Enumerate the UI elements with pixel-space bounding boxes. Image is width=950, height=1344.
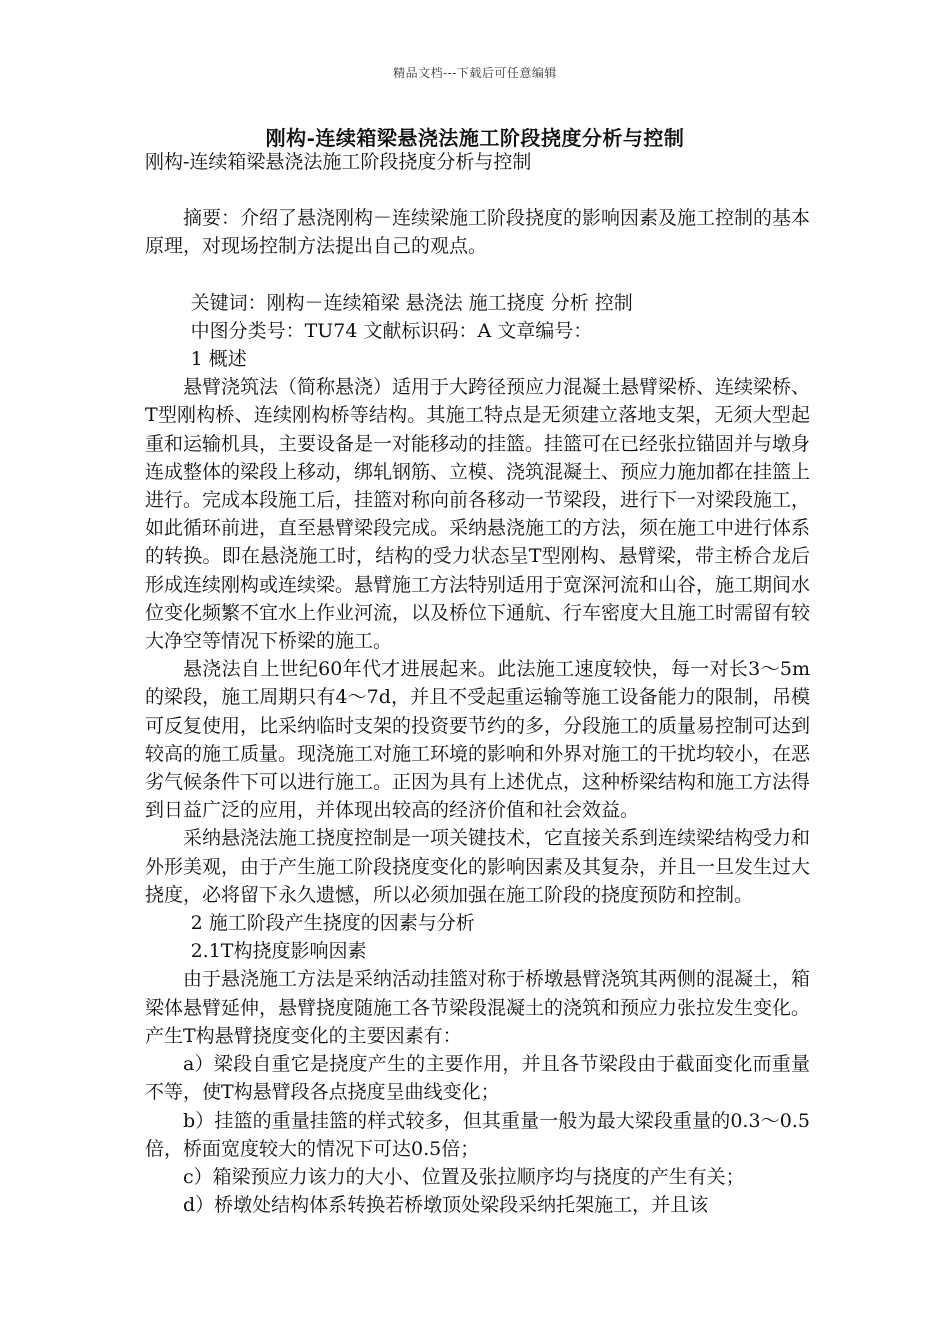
section-2-heading: 2 施工阶段产生挠度的因素与分析 <box>190 912 475 935</box>
list-item-c: c）箱梁预应力该力的大小、位置及张拉顺序均与挠度的产生有关； <box>183 1165 745 1188</box>
spacer <box>145 176 810 204</box>
section-2-1-paragraph: 由于悬浇施工方法是采纳活动挂篮对称于桥墩悬臂浇筑其两侧的混凝土，箱梁体悬臂延伸，悬臂挠度随施工各节梁段混凝土的浇筑和预应力张拉发生变化。产生T构悬臂挠度变化的主要因素有： <box>145 968 811 1047</box>
section-1-heading: 1 概述 <box>190 348 247 371</box>
document-title: 刚构-连续箱梁悬浇法施工阶段挠度分析与控制 <box>265 126 685 150</box>
section-1-paragraph-1: 悬臂浇筑法（简称悬浇）适用于大跨径预应力混凝土悬臂梁桥、连续梁桥、T型刚构桥、连续刚构桥等结构。其施工特点是无须建立落地支架，无须大型起重和运输机具，主要设备是一对能移动的挂篮。挂篮可在已经张拉锚固并与墩身连成整体的梁段上移动，绑轧钢筋、立模、浇筑混凝土、预应力施加都在挂篮上进行。完成本段施工后，挂篮对称向前各移动一节梁段，进行下一对梁段施工，如此循环前进，直至悬臂梁段完成。采纳悬浇施工的方法，须在施工中进行体系的转换。即在悬浇施工时，结构的受力状态呈T型刚构、悬臂梁，带主桥合龙后形成连续刚构或连续梁。悬臂施工方法特别适用于宽深河流和山谷，施工期间水位变化频繁不宜水上作业河流，以及桥位下通航、行车密度大且施工时需留有较大净空等情况下桥梁的施工。 <box>145 376 811 653</box>
spacer <box>145 261 810 289</box>
list-item-a: a）梁段自重它是挠度产生的主要作用，并且各节梁段由于截面变化而重量不等，使T构悬臂段各点挠度呈曲线变化； <box>145 1053 810 1104</box>
abstract-paragraph: 摘要：介绍了悬浇刚构－连续梁施工阶段挠度的影响因素及施工控制的基本原理，对现场控制方法提出自己的观点。 <box>145 207 811 258</box>
classification-line: 中图分类号：TU74 文献标识码：A 文章编号： <box>190 319 593 342</box>
section-2-1-heading: 2.1T构挠度影响因素 <box>190 940 367 963</box>
section-1-paragraph-2: 悬浇法自上世纪60年代才进展起来。此法施工速度较快，每一对长3～5m的梁段，施工周期只有4～7d，并且不受起重运输等施工设备能力的限制，吊模可反复使用，比采纳临时支架的投资要节约的多，分段施工的质量易控制可达到较高的施工质量。现浇施工对施工环境的影响和外界对施工的干扰均较小，在恶劣气候条件下可以进行施工。正因为具有上述优点，这种桥梁结构和施工方法得到日益广泛的应用，并体现出较高的经济价值和社会效益。 <box>145 658 811 822</box>
list-item-b: b）挂篮的重量挂篮的样式较多，但其重量一般为最大梁段重量的0.3～0.5倍，桥面宽度较大的情况下可达0.5倍； <box>145 1109 810 1160</box>
document-subtitle: 刚构-连续箱梁悬浇法施工阶段挠度分析与控制 <box>145 151 532 173</box>
document-body <box>145 148 810 1219</box>
list-item-d: d）桥墩处结构体系转换若桥墩顶处梁段采纳托架施工，并且该 <box>183 1194 709 1217</box>
keywords-line: 关键词：刚构－连续箱梁 悬浇法 施工挠度 分析 控制 <box>190 291 633 314</box>
header-note: 精品文档---下载后可任意编辑 <box>393 66 557 80</box>
section-1-paragraph-3: 采纳悬浇法施工挠度控制是一项关键技术，它直接关系到连续梁结构受力和外形美观，由于产生施工阶段挠度变化的影响因素及其复杂，并且一旦发生过大挠度，必将留下永久遗憾，所以必须加强在施工阶段的挠度预防和控制。 <box>145 827 811 906</box>
